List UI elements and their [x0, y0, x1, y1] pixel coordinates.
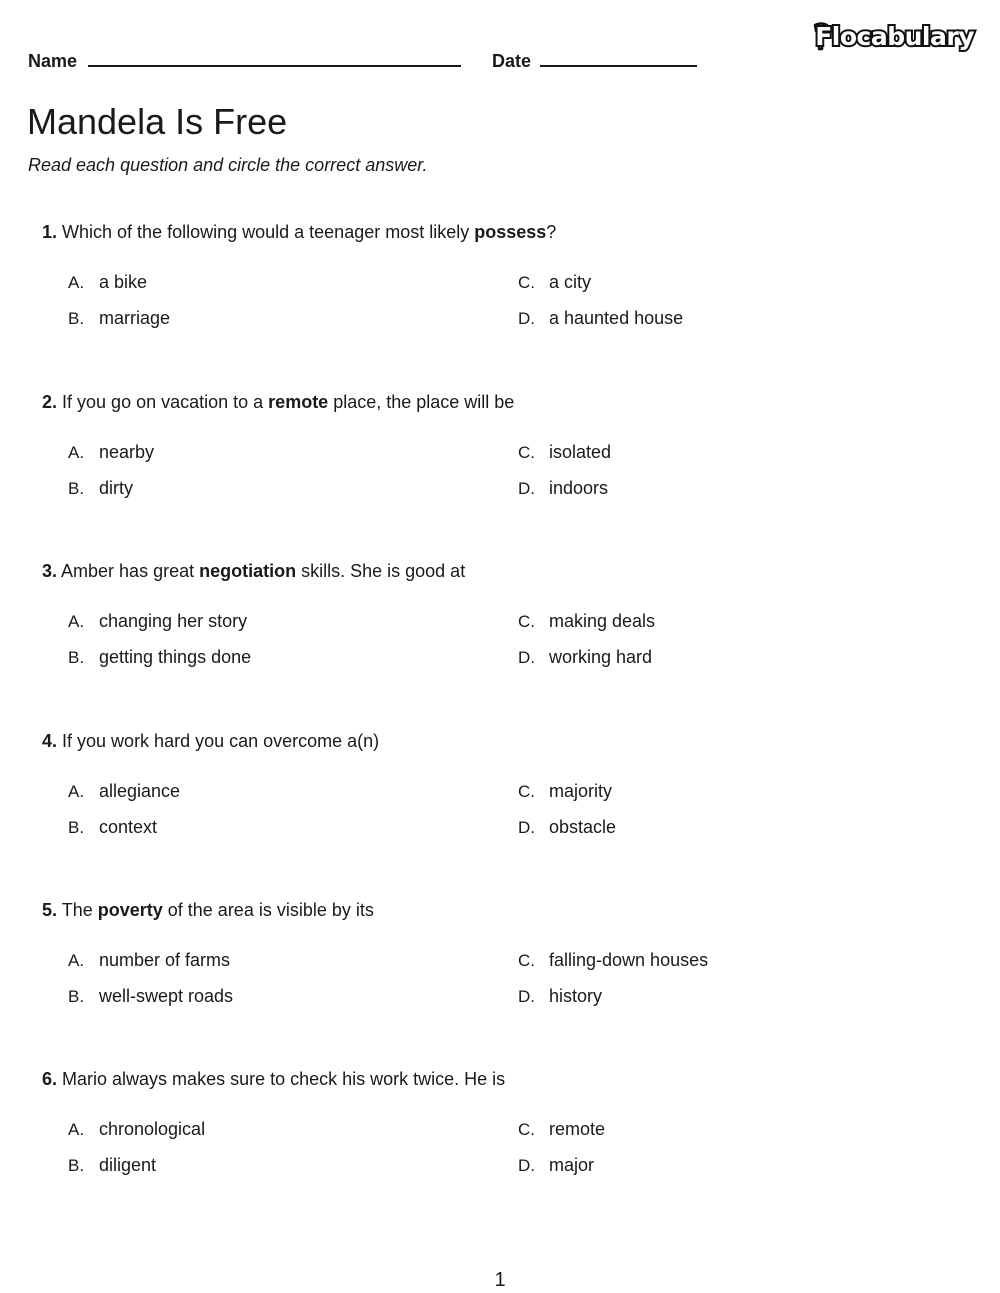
question-stem: Amber has great	[61, 561, 200, 581]
option-letter: D.	[518, 648, 535, 667]
answer-option-a[interactable]	[68, 270, 147, 295]
option-letter: B.	[68, 479, 85, 498]
option-text: nearby	[99, 442, 155, 462]
option-text: allegiance	[99, 781, 181, 801]
answer-option-b[interactable]	[68, 984, 233, 1009]
answer-option-a[interactable]	[68, 948, 230, 973]
option-letter: C.	[518, 1120, 535, 1139]
answer-option-b[interactable]	[68, 476, 133, 501]
question-number: 4.	[42, 731, 58, 751]
option-text: falling-down houses	[549, 950, 709, 970]
vocabulary-word: negotiation	[199, 561, 297, 581]
option-text: getting things done	[99, 647, 252, 667]
option-letter: D.	[518, 479, 535, 498]
question-number: 5.	[42, 900, 58, 920]
option-letter: A.	[68, 951, 85, 970]
date-field[interactable]	[540, 65, 697, 67]
option-text: major	[549, 1155, 595, 1175]
option-letter: C.	[518, 443, 535, 462]
flocabulary-logo	[810, 20, 974, 60]
option-text: history	[549, 986, 603, 1006]
question-1	[42, 220, 942, 350]
question-text	[42, 559, 465, 583]
question-text	[42, 390, 514, 414]
option-letter: A.	[68, 612, 85, 631]
question-text	[42, 729, 379, 753]
question-stem: Mario always makes sure to check his work twice. He is	[62, 1069, 506, 1089]
option-text: dirty	[99, 478, 134, 498]
question-number: 2.	[42, 392, 58, 412]
option-letter: C.	[518, 782, 535, 801]
answer-option-a[interactable]	[68, 609, 247, 634]
question-stem-end: of the area is visible by its	[162, 900, 374, 920]
option-letter: C.	[518, 273, 535, 292]
option-text: well-swept roads	[99, 986, 234, 1006]
answer-option-b[interactable]	[68, 1153, 156, 1178]
answer-option-b[interactable]	[68, 815, 157, 840]
page-number: 1	[494, 1269, 506, 1291]
answer-option-a[interactable]	[68, 779, 180, 804]
question-stem-end: skills. She is good at	[296, 561, 466, 581]
question-text	[42, 898, 374, 922]
option-text: diligent	[99, 1155, 157, 1175]
answer-option-c[interactable]	[518, 440, 611, 465]
option-letter: B.	[68, 648, 85, 667]
option-text: working hard	[549, 647, 653, 667]
answer-option-d[interactable]	[518, 645, 652, 670]
option-text: marriage	[99, 308, 171, 328]
question-4	[42, 729, 942, 859]
answer-option-d[interactable]	[518, 1153, 594, 1178]
question-stem-end: ?	[546, 222, 557, 242]
question-stem: The	[61, 900, 98, 920]
name-date-row	[28, 50, 708, 72]
question-3	[42, 559, 942, 689]
question-2	[42, 390, 942, 520]
option-text: a bike	[99, 272, 148, 292]
option-letter: D.	[518, 1156, 535, 1175]
question-stem: Which of the following would a teenager most likely	[62, 222, 475, 242]
option-letter: B.	[68, 1156, 85, 1175]
option-text: obstacle	[549, 817, 617, 837]
option-letter: A.	[68, 1120, 85, 1139]
answer-option-c[interactable]	[518, 948, 708, 973]
option-letter: C.	[518, 612, 535, 631]
name-label: Name	[28, 51, 78, 71]
option-text: changing her story	[99, 611, 248, 631]
option-letter: A.	[68, 443, 85, 462]
question-stem: If you work hard you can overcome a(n)	[62, 731, 380, 751]
option-text: a city	[549, 272, 592, 292]
option-letter: D.	[518, 309, 535, 328]
option-letter: B.	[68, 987, 85, 1006]
option-letter: B.	[68, 309, 85, 328]
option-text: isolated	[549, 442, 612, 462]
option-letter: B.	[68, 818, 85, 837]
answer-option-d[interactable]	[518, 984, 602, 1009]
date-label: Date	[492, 51, 532, 71]
question-number: 3.	[42, 561, 58, 581]
option-text: number of farms	[99, 950, 231, 970]
option-text: remote	[549, 1119, 606, 1139]
question-stem: If you go on vacation to a	[62, 392, 269, 412]
question-5	[42, 898, 942, 1028]
question-text	[42, 1067, 505, 1091]
page-title: Mandela Is Free	[27, 101, 288, 142]
option-text: chronological	[99, 1119, 206, 1139]
question-6	[42, 1067, 942, 1197]
name-field[interactable]	[88, 65, 461, 67]
answer-option-d[interactable]	[518, 306, 683, 331]
vocabulary-word: poverty	[97, 900, 163, 920]
answer-option-d[interactable]	[518, 815, 616, 840]
answer-option-c[interactable]	[518, 609, 655, 634]
answer-option-c[interactable]	[518, 779, 612, 804]
instructions: Read each question and circle the correct answer.	[28, 155, 428, 175]
question-number: 1.	[42, 222, 58, 242]
answer-option-c[interactable]	[518, 1117, 605, 1142]
answer-option-a[interactable]	[68, 440, 154, 465]
option-text: context	[99, 817, 158, 837]
answer-option-b[interactable]	[68, 645, 251, 670]
answer-option-a[interactable]	[68, 1117, 205, 1142]
option-letter: A.	[68, 782, 85, 801]
option-letter: D.	[518, 987, 535, 1006]
vocabulary-word: possess	[474, 222, 547, 242]
option-text: indoors	[549, 478, 609, 498]
option-letter: C.	[518, 951, 535, 970]
option-text: majority	[549, 781, 613, 801]
vocabulary-word: remote	[268, 392, 329, 412]
option-text: a haunted house	[549, 308, 684, 328]
answer-option-b[interactable]	[68, 306, 170, 331]
question-text	[42, 220, 556, 244]
logo-wordmark: Flocabulary	[815, 22, 974, 51]
answer-option-d[interactable]	[518, 476, 608, 501]
option-text: making deals	[549, 611, 656, 631]
answer-option-c[interactable]	[518, 270, 591, 295]
option-letter: A.	[68, 273, 85, 292]
question-stem-end: place, the place will be	[328, 392, 515, 412]
option-letter: D.	[518, 818, 535, 837]
question-number: 6.	[42, 1069, 58, 1089]
